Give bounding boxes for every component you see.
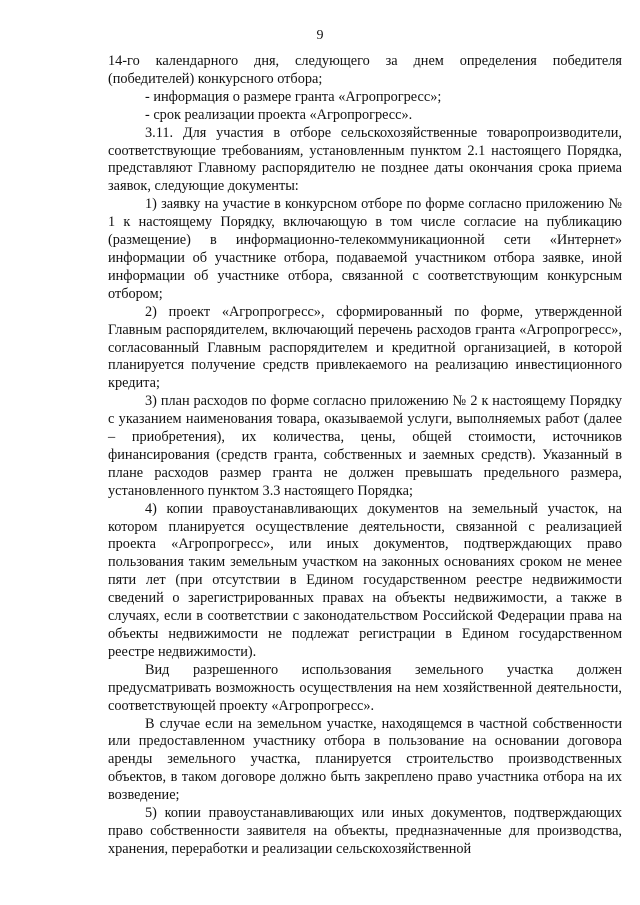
paragraph-9: Вид разрешенного использования земельного участка должен предусматривать возможность осуществления на нем хозяйственной деятельности, соответствующей проекту «Агропрогресс». [108,661,622,714]
paragraph-8: 4) копии правоустанавливающих документов на земельный участок, на котором планируется осуществление деятельности, связанной с реализацией проекта «Агропрогресс», или иных документов, подтверждающих право пользования таким земельным участком на законных основаниях сроком не менее пяти лет (при отсутствии в Едином государственном реестре недвижимости сведений о зарегистрированных правах на объекты недвижимости, а также в случаях, если в соответствии с законодательством Российской Федерации права на объекты недвижимости не подлежат регистрации в Едином государственном реестре недвижимости). [108,500,622,660]
paragraph-10: В случае если на земельном участке, находящемся в частной собственности или предоставленном участнику отбора в пользование на основании договора аренды земельного участка, планируется строительство производственных объектов, в таком договоре должно быть закреплено право участника отбора на их возведение; [108,715,622,804]
paragraph-7: 3) план расходов по форме согласно приложению № 2 к настоящему Порядку с указанием наименования товара, оказываемой услуги, выполняемых работ (далее – приобретения), их количества, цены, общей стоимости, источников финансирования (средств гранта, собственных и заемных средств). Указанный в плане расходов размер гранта не должен превышать предельного размера, установленного пунктом 3.3 настоящего Порядка; [108,393,622,499]
paragraph-1: 14-го календарного дня, следующего за днем определения победителя (победителей) конкурсного отбора; [108,53,622,87]
paragraph-3: - срок реализации проекта «Агропрогресс». [145,106,413,123]
paragraph-4: 3.11. Для участия в отборе сельскохозяйственные товаропроизводители, соответствующие требованиям, установленным пунктом 2.1 настоящего Порядка, представляют Главному распорядителю не позднее даты окончания срока приема заявок, следующие документы: [108,124,622,195]
paragraph-6: 2) проект «Агропрогресс», сформированный по форме, утвержденной Главным распорядителем, включающий перечень расходов гранта «Агропрогресс», согласованный Главным распорядителем и кредитной организацией, в которой планируется получение средств привлекаемого на реализацию инвестиционного кредита; [108,303,622,392]
paragraph-5: 1) заявку на участие в конкурсном отборе по форме согласно приложению № 1 к настоящему Порядку, включающую в том числе согласие на публикацию (размещение) в информационно-телекоммуникационной сети «Интернет» информации об участнике отбора, подаваемой участником отбора заявке, иной информации об участнике отбора, связанной с соответствующим конкурсным отбором; [108,196,622,302]
paragraph-11: 5) копии правоустанавливающих или иных документов, подтверждающих право собственности заявителя на объекты, предназначенные для производства, хранения, переработки и реализации сельскохозяйственной [108,805,622,857]
page-number: 9 [316,28,324,43]
paragraph-2: - информация о размере гранта «Агропрогресс»; [145,88,442,105]
document-body [108,53,622,859]
